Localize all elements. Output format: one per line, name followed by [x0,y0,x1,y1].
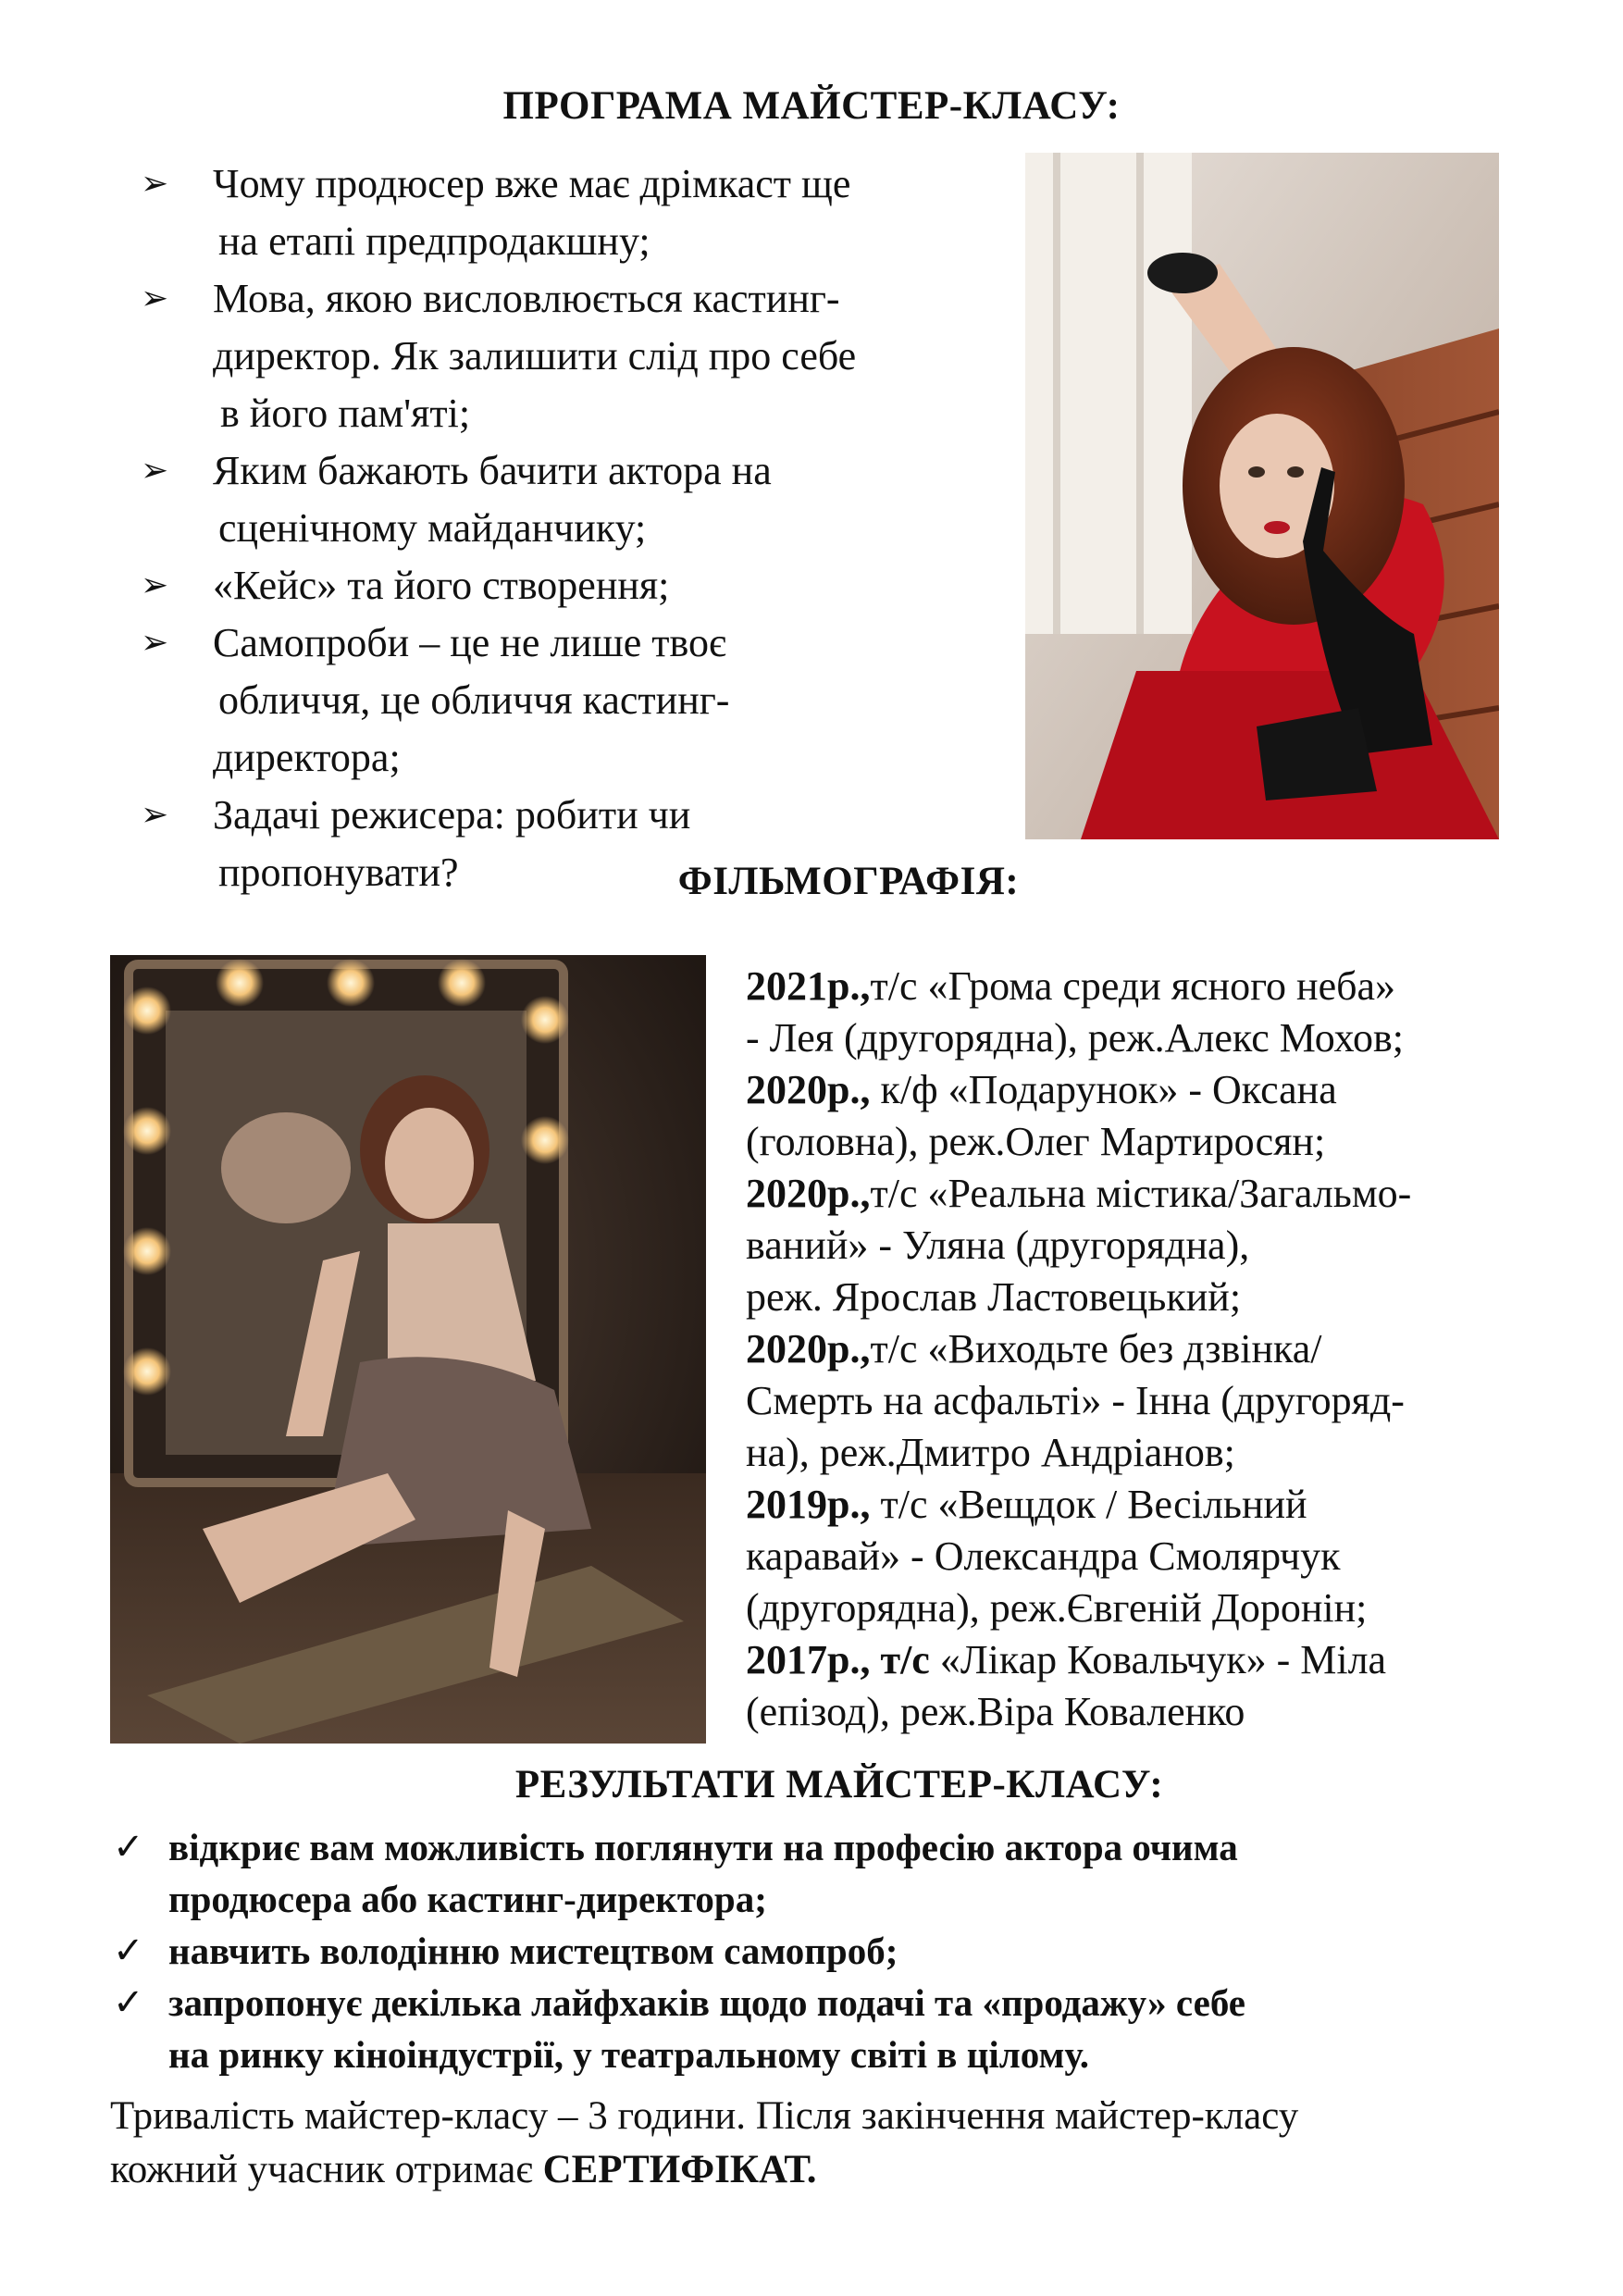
film-year: 2017р., т/с [746,1637,930,1682]
filmography-entry: 2020р.,т/с «Виходьте без дзвінка/ Смерть на асфальті» - Інна (другоряд- на), реж.Дмитро Андріанов; [746,1326,1405,1475]
results-title: РЕЗУЛЬТАТИ МАЙСТЕР-КЛАСУ: [514,1763,1164,1806]
filmography-entry: 2017р., т/с «Лікар Ковальчук» - Міла (епізод), реж.Віра Коваленко [746,1637,1387,1734]
list-item: ➢ «Кейс» та його створення; [141,557,1010,614]
arrow-bullet-icon: ➢ [141,165,169,203]
filmography-entry: 2019р., т/с «Вещдок / Весільний каравай» - Олександра Смолярчук (другорядна), реж.Євгеній Доронін; [746,1482,1368,1631]
list-item: ➢ Самопроби – це не лише твоє обличчя, це обличчя кастинг- директора; [141,614,1010,787]
filmography-entry: 2020р.,т/с «Реальна містика/Загальмо- ваний» - Уляна (другорядна), реж. Ярослав Ластовецький; [746,1171,1412,1320]
film-year: 2019р., [746,1482,871,1527]
results-list [113,1821,1593,2080]
filmography-title: ФІЛЬМОГРАФІЯ: [677,860,1020,903]
portrait-photo-red-dress [1025,153,1499,839]
portrait-photo-mirror [110,955,706,1744]
filmography-entry: 2020р., к/ф «Подарунок» - Оксана (головна), реж.Олег Мартиросян; [746,1067,1337,1164]
film-year: 2020р., [746,1171,871,1216]
list-item: ➢ Задачі режисера: робити чи пропонувати? [141,787,1010,901]
filmography-list [746,961,1579,1738]
portrait-photo-red-dress-image [1025,153,1499,839]
checkmark-icon: ✓ [113,1930,144,1972]
list-item: ➢ Чому продюсер вже має дрімкаст ще на етапі предпродакшну; [141,155,1010,270]
portrait-photo-mirror-image [110,955,706,1744]
arrow-bullet-icon: ➢ [141,279,169,317]
list-item: ➢ Яким бажають бачити актора на сценічному майданчику; [141,442,1010,557]
program-title: ПРОГРАМА МАЙСТЕР-КЛАСУ: [502,84,1121,128]
arrow-bullet-icon: ➢ [141,796,169,834]
film-year: 2021р., [746,963,871,1009]
list-item: ✓ запропонує декілька лайфхаків щодо подачі та «продажу» себе на ринку кіноіндустрії, у театральному світі в цілому. [113,1977,1593,2080]
arrow-bullet-icon: ➢ [141,566,169,604]
list-item: ✓ відкриє вам можливість поглянути на професію актора очима продюсера або кастинг-директора; [113,1821,1593,1925]
closing-paragraph: Тривалість майстер-класу – 3 години. Після закінчення майстер-класу кожний учасник отримає СЕРТИФІКАТ. [110,2094,1299,2191]
program-list [141,155,1010,901]
certificate-label: СЕРТИФІКАТ. [542,2148,817,2191]
checkmark-icon: ✓ [113,1826,144,1868]
list-item: ➢ Мова, якою висловлюється кастинг- директор. Як залишити слід про себе в його пам'яті; [141,270,1010,442]
arrow-bullet-icon: ➢ [141,624,169,662]
checkmark-icon: ✓ [113,1981,144,2024]
filmography-entry: 2021р.,т/с «Грома среди ясного неба» - Лея (другорядна), реж.Алекс Мохов; [746,963,1404,1061]
arrow-bullet-icon: ➢ [141,452,169,490]
film-year: 2020р., [746,1067,871,1112]
list-item: ✓ навчить володінню мистецтвом самопроб; [113,1925,1593,1977]
film-year: 2020р., [746,1326,871,1371]
